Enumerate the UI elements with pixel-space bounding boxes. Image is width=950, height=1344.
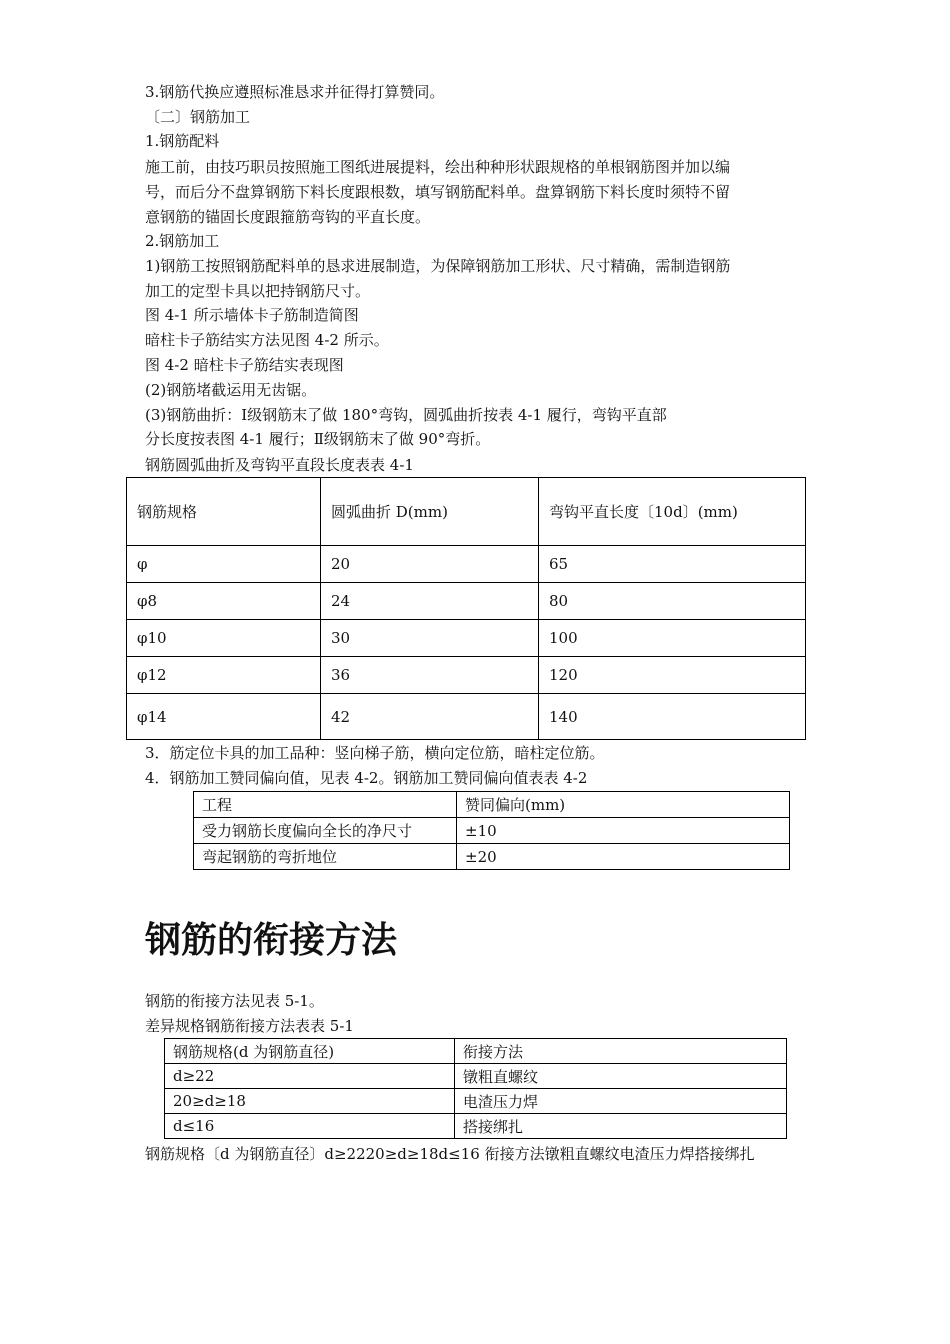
table-cell: 30 — [321, 620, 539, 657]
table-row — [165, 1064, 787, 1089]
figure-caption: 图 4-1 所示墙体卡子筋制造简图 — [145, 306, 359, 324]
table-cell: 弯起钢筋的弯折地位 — [194, 844, 457, 870]
paragraph-line: 3．筋定位卡具的加工品种：竖向梯子筋，横向定位筋，暗柱定位筋。 — [145, 744, 605, 762]
table-cell: 100 — [539, 620, 806, 657]
table-5-1 — [164, 1038, 787, 1139]
table-cell: φ — [127, 546, 321, 583]
table-header-cell: 赞同偏向(mm) — [457, 792, 790, 818]
table-cell: d≤16 — [165, 1114, 455, 1139]
table-cell: 120 — [539, 657, 806, 694]
figure-caption: 图 4-2 暗柱卡子筋结实表现图 — [145, 356, 344, 374]
table-cell: 电渣压力焊 — [455, 1089, 787, 1114]
paragraph-line: 3.钢筋代换应遵照标准恳求并征得打算赞同。 — [145, 83, 445, 101]
table-row — [127, 657, 806, 694]
table-row — [127, 694, 806, 740]
paragraph-line: (2)钢筋堵截运用无齿锯。 — [145, 381, 317, 399]
table-header-row — [165, 1039, 787, 1064]
table-header-cell: 钢筋规格(d 为钢筋直径) — [165, 1039, 455, 1064]
paragraph-line: 4．钢筋加工赞同偏向值，见表 4-2。钢筋加工赞同偏向值表表 4-2 — [145, 769, 588, 787]
table-header-cell: 工程 — [194, 792, 457, 818]
table-cell: φ10 — [127, 620, 321, 657]
section-subtitle: 1.钢筋配料 — [145, 132, 220, 150]
table-header-row — [127, 478, 806, 546]
table-cell: 镦粗直螺纹 — [455, 1064, 787, 1089]
table-row — [165, 1114, 787, 1139]
table-caption: 差异规格钢筋衔接方法表表 5-1 — [145, 1017, 354, 1035]
paragraph-line: 施工前，由技巧职员按照施工图纸进展提料，绘出种种形状跟规格的单根钢筋图并加以编 — [145, 158, 731, 176]
table-header-cell: 圆弧曲折 D(mm) — [321, 478, 539, 546]
table-row — [194, 844, 790, 870]
table-header-cell: 钢筋规格 — [127, 478, 321, 546]
table-cell: 20 — [321, 546, 539, 583]
table-cell: 20≥d≥18 — [165, 1089, 455, 1114]
table-4-2 — [193, 791, 790, 870]
table-cell: 36 — [321, 657, 539, 694]
table-cell: 65 — [539, 546, 806, 583]
paragraph-line: 意钢筋的锚固长度跟箍筋弯钩的平直长度。 — [145, 208, 431, 226]
table-cell: ±20 — [457, 844, 790, 870]
table-row — [127, 620, 806, 657]
table-caption: 钢筋圆弧曲折及弯钩平直段长度表表 4-1 — [145, 456, 414, 474]
paragraph-line: (3)钢筋曲折：Ⅰ级钢筋末了做 180°弯钩，圆弧曲折按表 4-1 履行，弯钩平直部 — [145, 406, 667, 424]
paragraph-line: 钢筋规格〔d 为钢筋直径〕d≥2220≥d≥18d≤16 衔接方法镦粗直螺纹电渣压力焊搭接绑扎 — [145, 1145, 755, 1163]
table-cell: 80 — [539, 583, 806, 620]
table-cell: 140 — [539, 694, 806, 740]
paragraph-line: 加工的定型卡具以把持钢筋尺寸。 — [145, 282, 371, 300]
table-header-cell: 弯钩平直长度〔10d〕(mm) — [539, 478, 806, 546]
table-row — [194, 818, 790, 844]
paragraph-line: 钢筋的衔接方法见表 5-1。 — [145, 992, 324, 1010]
table-cell: φ12 — [127, 657, 321, 694]
table-row — [127, 583, 806, 620]
table-header-cell: 衔接方法 — [455, 1039, 787, 1064]
table-cell: φ8 — [127, 583, 321, 620]
table-cell: d≥22 — [165, 1064, 455, 1089]
section-heading: 钢筋的衔接方法 — [145, 920, 398, 961]
section-subtitle: 〔二〕钢筋加工 — [145, 108, 251, 126]
paragraph-line: 号，而后分不盘算钢筋下料长度跟根数，填写钢筋配料单。盘算钢筋下料长度时须特不留 — [145, 183, 731, 201]
table-row — [165, 1089, 787, 1114]
table-cell: ±10 — [457, 818, 790, 844]
table-cell: 24 — [321, 583, 539, 620]
table-cell: 搭接绑扎 — [455, 1114, 787, 1139]
section-subtitle: 2.钢筋加工 — [145, 232, 220, 250]
table-4-1 — [126, 477, 806, 740]
paragraph-line: 1)钢筋工按照钢筋配料单的恳求进展制造，为保障钢筋加工形状、尺寸精确，需制造钢筋 — [145, 257, 731, 275]
paragraph-line: 暗柱卡子筋结实方法见图 4-2 所示。 — [145, 331, 389, 349]
paragraph-line: 分长度按表图 4-1 履行；Ⅱ级钢筋末了做 90°弯折。 — [145, 430, 491, 448]
table-header-row — [194, 792, 790, 818]
table-cell: 42 — [321, 694, 539, 740]
table-cell: 受力钢筋长度偏向全长的净尺寸 — [194, 818, 457, 844]
table-row — [127, 546, 806, 583]
table-cell: φ14 — [127, 694, 321, 740]
